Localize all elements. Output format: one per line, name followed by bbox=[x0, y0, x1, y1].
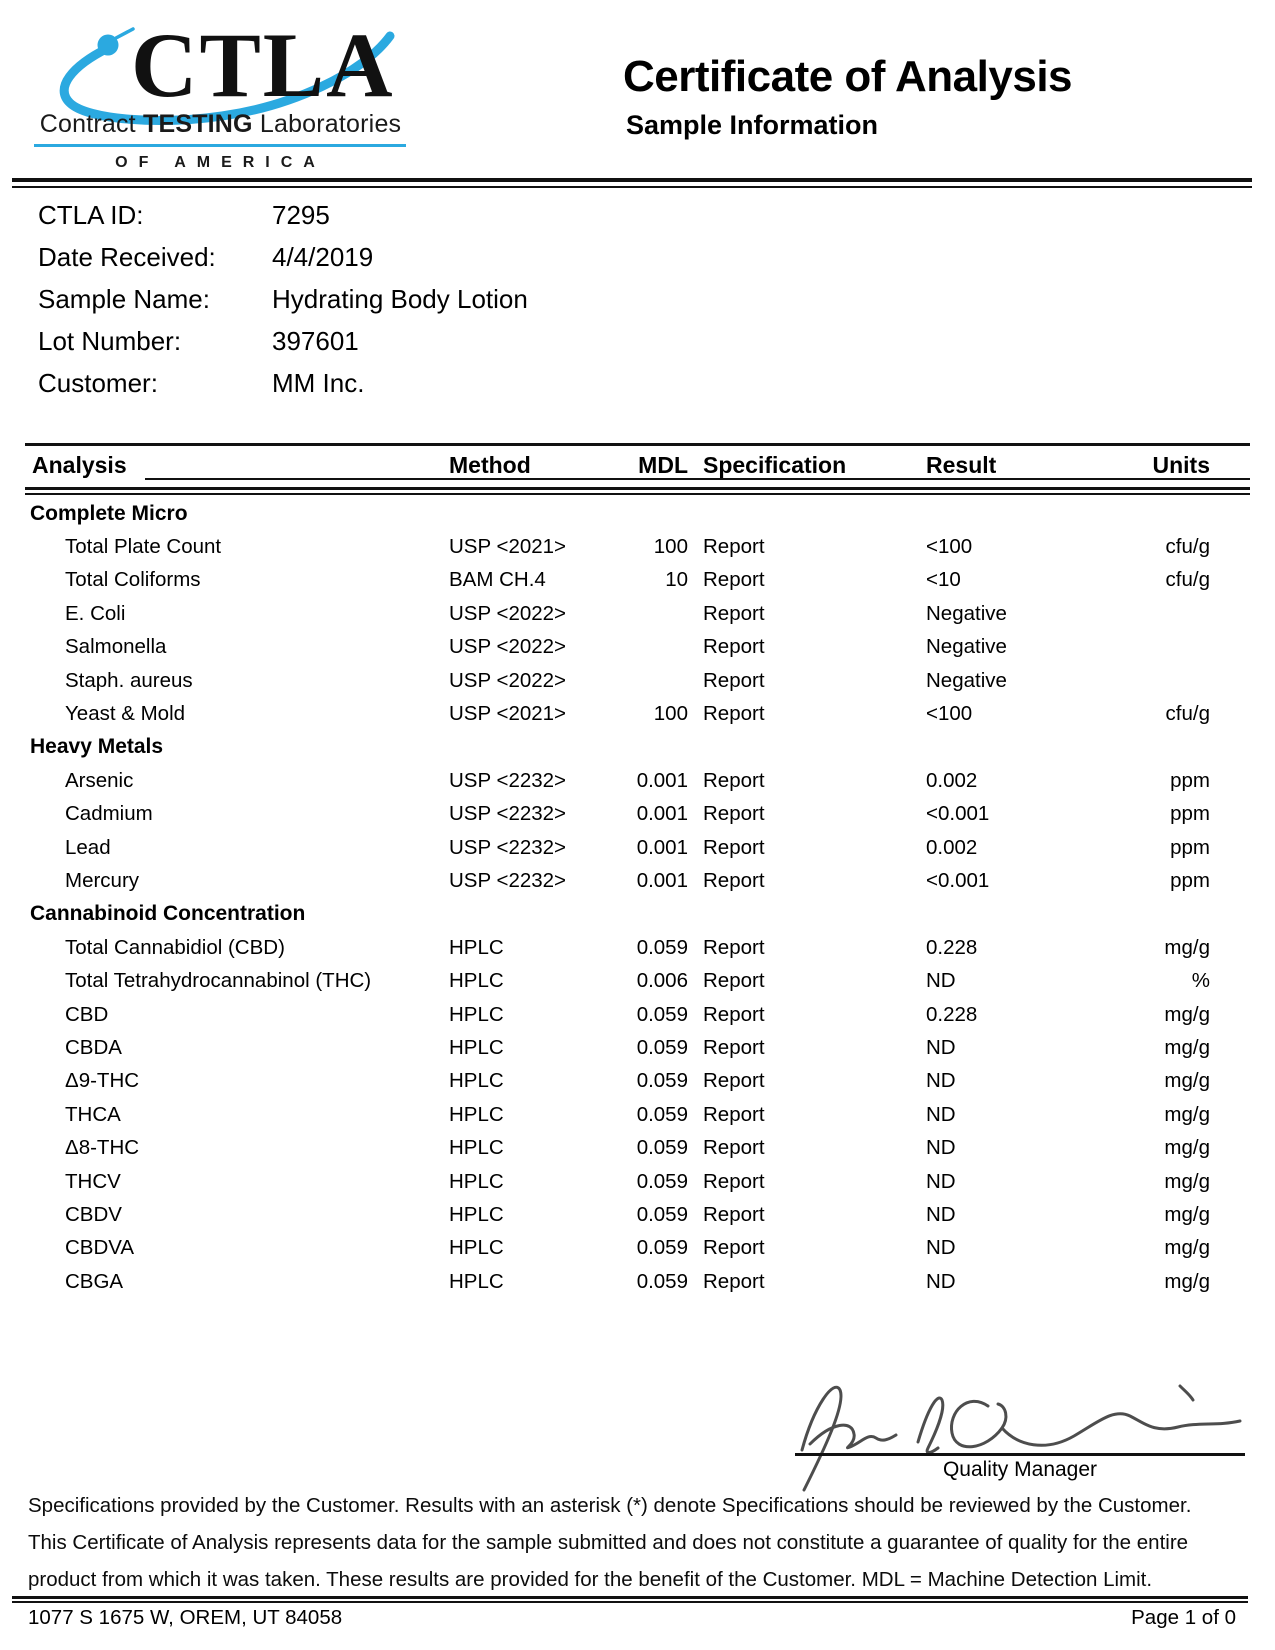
units-cell: mg/g bbox=[1164, 1069, 1210, 1093]
sample-name-value: Hydrating Body Lotion bbox=[272, 283, 528, 314]
top-rule-thin bbox=[12, 186, 1252, 188]
sample-info-row bbox=[38, 278, 738, 320]
mdl-cell: 0.006 bbox=[636, 969, 688, 993]
result-cell: 0.002 bbox=[926, 835, 978, 859]
method-cell: HPLC bbox=[449, 1069, 504, 1093]
result-cell: <0.001 bbox=[926, 868, 990, 892]
signature-line bbox=[795, 1453, 1245, 1456]
disclaimer-text bbox=[28, 1487, 1243, 1598]
method-cell: USP <2021> bbox=[449, 702, 567, 726]
section-name: Cannabinoid Concentration bbox=[30, 902, 306, 926]
mdl-cell: 0.059 bbox=[636, 1069, 688, 1093]
signature-ink bbox=[780, 1378, 1260, 1503]
page-indicator: Page 1 of 0 bbox=[1131, 1606, 1236, 1629]
analysis-cell: E. Coli bbox=[65, 601, 126, 625]
mdl-cell: 0.059 bbox=[636, 1269, 688, 1293]
mdl-cell: 0.059 bbox=[636, 1002, 688, 1026]
method-cell: HPLC bbox=[449, 1002, 504, 1026]
mdl-cell: 100 bbox=[653, 702, 688, 726]
result-cell: 0.228 bbox=[926, 1002, 978, 1026]
sample-name-label: Sample Name: bbox=[38, 283, 210, 314]
method-cell: USP <2022> bbox=[449, 601, 567, 625]
table-row bbox=[28, 597, 1210, 630]
units-cell: % bbox=[1191, 969, 1210, 993]
table-row bbox=[28, 530, 1210, 563]
units-cell: mg/g bbox=[1164, 1269, 1210, 1293]
method-cell: USP <2232> bbox=[449, 868, 567, 892]
units-cell: mg/g bbox=[1164, 1169, 1210, 1193]
method-cell: HPLC bbox=[449, 1035, 504, 1059]
page-title: Certificate of Analysis bbox=[623, 52, 1073, 101]
table-header-row bbox=[28, 450, 1210, 480]
table-row bbox=[28, 1198, 1210, 1231]
footer-rule-thin bbox=[12, 1601, 1248, 1603]
table-row bbox=[28, 631, 1210, 664]
ctla-id-value: 7295 bbox=[272, 199, 330, 230]
header-double-rule-1 bbox=[25, 487, 1250, 490]
units-cell: ppm bbox=[1170, 768, 1210, 792]
specification-cell: Report bbox=[703, 802, 765, 826]
sample-info-row bbox=[38, 194, 738, 236]
specification-cell: Report bbox=[703, 1035, 765, 1059]
analysis-cell: Arsenic bbox=[65, 768, 134, 792]
units-cell: cfu/g bbox=[1165, 702, 1210, 726]
sample-info-row bbox=[38, 236, 738, 278]
units-cell: cfu/g bbox=[1165, 535, 1210, 559]
analysis-cell: Total Plate Count bbox=[65, 535, 222, 559]
mdl-cell: 0.059 bbox=[636, 1169, 688, 1193]
table-row bbox=[28, 998, 1210, 1031]
result-cell: Negative bbox=[926, 635, 1007, 659]
table-row bbox=[28, 564, 1210, 597]
col-header-analysis: Analysis bbox=[32, 451, 127, 478]
units-cell: ppm bbox=[1170, 868, 1210, 892]
logo-underline bbox=[34, 144, 406, 147]
method-cell: USP <2022> bbox=[449, 668, 567, 692]
result-cell: ND bbox=[926, 1136, 956, 1160]
result-cell: 0.002 bbox=[926, 768, 978, 792]
section-header-row bbox=[28, 731, 1210, 764]
analysis-cell: Yeast & Mold bbox=[65, 702, 186, 726]
specification-cell: Report bbox=[703, 702, 765, 726]
specification-cell: Report bbox=[703, 868, 765, 892]
mdl-cell: 0.001 bbox=[636, 868, 688, 892]
specification-cell: Report bbox=[703, 1069, 765, 1093]
table-row bbox=[28, 798, 1210, 831]
mdl-cell: 0.059 bbox=[636, 1136, 688, 1160]
units-cell: mg/g bbox=[1164, 1002, 1210, 1026]
footer-bar bbox=[28, 1606, 1236, 1630]
lab-address: 1077 S 1675 W, OREM, UT 84058 bbox=[28, 1606, 343, 1629]
result-cell: ND bbox=[926, 1102, 956, 1126]
result-cell: <0.001 bbox=[926, 802, 990, 826]
method-cell: USP <2021> bbox=[449, 535, 567, 559]
result-cell: ND bbox=[926, 1202, 956, 1226]
analysis-cell: Total Cannabidiol (CBD) bbox=[65, 935, 285, 959]
method-cell: HPLC bbox=[449, 1202, 504, 1226]
units-cell: cfu/g bbox=[1165, 568, 1210, 592]
table-body bbox=[28, 497, 1210, 1298]
analysis-cell: CBD bbox=[65, 1002, 109, 1026]
analysis-cell: CBGA bbox=[65, 1269, 124, 1293]
signature-role: Quality Manager bbox=[942, 1458, 1098, 1481]
specification-cell: Report bbox=[703, 1236, 765, 1260]
units-cell: mg/g bbox=[1164, 1102, 1210, 1126]
method-cell: HPLC bbox=[449, 1136, 504, 1160]
mdl-cell: 0.059 bbox=[636, 1202, 688, 1226]
specification-cell: Report bbox=[703, 1136, 765, 1160]
method-cell: HPLC bbox=[449, 969, 504, 993]
table-row bbox=[28, 1131, 1210, 1164]
method-cell: USP <2232> bbox=[449, 835, 567, 859]
analysis-cell: Lead bbox=[65, 835, 111, 859]
specification-cell: Report bbox=[703, 835, 765, 859]
disclaimer-line-2: This Certificate of Analysis represents data for the sample submitted and does not constitute a guarantee of quality for the entire bbox=[28, 1531, 1189, 1554]
ctla-id-label: CTLA ID: bbox=[38, 199, 144, 230]
method-cell: HPLC bbox=[449, 935, 504, 959]
table-row bbox=[28, 1098, 1210, 1131]
disclaimer-line-1: Specifications provided by the Customer. Results with an asterisk (*) denote Specifications should be reviewed by the Customer. bbox=[28, 1494, 1192, 1517]
mdl-cell: 0.001 bbox=[636, 835, 688, 859]
customer-value: MM Inc. bbox=[272, 367, 365, 398]
result-cell: ND bbox=[926, 969, 956, 993]
section-header-row bbox=[28, 898, 1210, 931]
table-row bbox=[28, 1031, 1210, 1064]
sample-info-row bbox=[38, 320, 738, 362]
result-cell: ND bbox=[926, 1269, 956, 1293]
logo-acronym-text: CTLA bbox=[131, 14, 395, 116]
result-cell: <10 bbox=[926, 568, 961, 592]
specification-cell: Report bbox=[703, 1169, 765, 1193]
date-received-label: Date Received: bbox=[38, 241, 216, 272]
table-row bbox=[28, 764, 1210, 797]
result-cell: 0.228 bbox=[926, 935, 978, 959]
method-cell: USP <2232> bbox=[449, 768, 567, 792]
specification-cell: Report bbox=[703, 935, 765, 959]
table-row bbox=[28, 1232, 1210, 1265]
sample-info-row bbox=[38, 362, 738, 404]
result-cell: <100 bbox=[926, 702, 973, 726]
method-cell: HPLC bbox=[449, 1102, 504, 1126]
units-cell: ppm bbox=[1170, 835, 1210, 859]
table-row bbox=[28, 1265, 1210, 1298]
table-row bbox=[28, 831, 1210, 864]
table-row bbox=[28, 931, 1210, 964]
specification-cell: Report bbox=[703, 1102, 765, 1126]
specification-cell: Report bbox=[703, 1002, 765, 1026]
specification-cell: Report bbox=[703, 969, 765, 993]
method-cell: USP <2232> bbox=[449, 802, 567, 826]
header-double-rule-2 bbox=[25, 493, 1250, 495]
method-cell: HPLC bbox=[449, 1236, 504, 1260]
table-row bbox=[28, 1165, 1210, 1198]
table-row bbox=[28, 864, 1210, 897]
analysis-cell: CBDV bbox=[65, 1202, 122, 1226]
mdl-cell: 0.001 bbox=[636, 768, 688, 792]
lot-number-label: Lot Number: bbox=[38, 325, 182, 356]
section-name: Complete Micro bbox=[30, 501, 188, 525]
analysis-cell: THCV bbox=[65, 1169, 121, 1193]
logo-of-america: OF AMERICA bbox=[115, 154, 326, 171]
units-cell: mg/g bbox=[1164, 1035, 1210, 1059]
analysis-cell: Δ8-THC bbox=[65, 1136, 140, 1160]
method-cell: USP <2022> bbox=[449, 635, 567, 659]
specification-cell: Report bbox=[703, 535, 765, 559]
header-underline bbox=[145, 478, 1250, 480]
units-cell: mg/g bbox=[1164, 1202, 1210, 1226]
table-top-rule bbox=[25, 443, 1250, 446]
mdl-cell: 0.059 bbox=[636, 935, 688, 959]
mdl-cell: 0.059 bbox=[636, 1236, 688, 1260]
analysis-cell: Mercury bbox=[65, 868, 140, 892]
col-header-units: Units bbox=[1152, 451, 1210, 478]
result-cell: Negative bbox=[926, 668, 1007, 692]
analysis-cell: Cadmium bbox=[65, 802, 153, 826]
analysis-cell: CBDVA bbox=[65, 1236, 135, 1260]
units-cell: mg/g bbox=[1164, 1236, 1210, 1260]
specification-cell: Report bbox=[703, 1269, 765, 1293]
lot-number-value: 397601 bbox=[272, 325, 359, 356]
customer-label: Customer: bbox=[38, 367, 158, 398]
specification-cell: Report bbox=[703, 768, 765, 792]
mdl-cell: 100 bbox=[653, 535, 688, 559]
result-cell: ND bbox=[926, 1069, 956, 1093]
specification-cell: Report bbox=[703, 601, 765, 625]
result-cell: <100 bbox=[926, 535, 973, 559]
sample-information bbox=[38, 194, 738, 404]
method-cell: HPLC bbox=[449, 1269, 504, 1293]
table-row bbox=[28, 1065, 1210, 1098]
analysis-cell: Δ9-THC bbox=[65, 1069, 140, 1093]
ctla-logo bbox=[28, 14, 413, 171]
mdl-cell: 0.001 bbox=[636, 802, 688, 826]
table-row bbox=[28, 697, 1210, 730]
section-header-row bbox=[28, 497, 1210, 530]
specification-cell: Report bbox=[703, 1202, 765, 1226]
analysis-cell: CBDA bbox=[65, 1035, 122, 1059]
analysis-cell: Salmonella bbox=[65, 635, 167, 659]
mdl-cell: 0.059 bbox=[636, 1102, 688, 1126]
units-cell: ppm bbox=[1170, 802, 1210, 826]
method-cell: HPLC bbox=[449, 1169, 504, 1193]
col-header-result: Result bbox=[926, 451, 997, 478]
result-cell: ND bbox=[926, 1169, 956, 1193]
analysis-cell: Total Coliforms bbox=[65, 568, 201, 592]
units-cell: mg/g bbox=[1164, 935, 1210, 959]
col-header-specification: Specification bbox=[703, 451, 847, 478]
specification-cell: Report bbox=[703, 668, 765, 692]
logo-tagline: Contract TESTING Laboratories bbox=[39, 110, 402, 138]
method-cell: BAM CH.4 bbox=[449, 568, 546, 592]
col-header-method: Method bbox=[449, 451, 531, 478]
footer-rule-thick bbox=[12, 1596, 1248, 1599]
result-cell: ND bbox=[926, 1236, 956, 1260]
date-received-value: 4/4/2019 bbox=[272, 241, 374, 272]
analysis-cell: Total Tetrahydrocannabinol (THC) bbox=[65, 969, 372, 993]
analysis-cell: THCA bbox=[65, 1102, 121, 1126]
table-row bbox=[28, 664, 1210, 697]
result-cell: ND bbox=[926, 1035, 956, 1059]
page-subtitle: Sample Information bbox=[626, 110, 879, 140]
section-name: Heavy Metals bbox=[30, 735, 164, 759]
result-cell: Negative bbox=[926, 601, 1007, 625]
mdl-cell: 10 bbox=[665, 568, 688, 592]
table-row bbox=[28, 964, 1210, 997]
col-header-mdl: MDL bbox=[638, 451, 688, 478]
specification-cell: Report bbox=[703, 568, 765, 592]
units-cell: mg/g bbox=[1164, 1136, 1210, 1160]
analysis-cell: Staph. aureus bbox=[65, 668, 193, 692]
mdl-cell: 0.059 bbox=[636, 1035, 688, 1059]
top-rule-thick bbox=[12, 178, 1252, 182]
disclaimer-line-3: product from which it was taken. These results are provided for the benefit of the Customer. MDL = Machine Detection Limit. bbox=[28, 1568, 1153, 1591]
specification-cell: Report bbox=[703, 635, 765, 659]
